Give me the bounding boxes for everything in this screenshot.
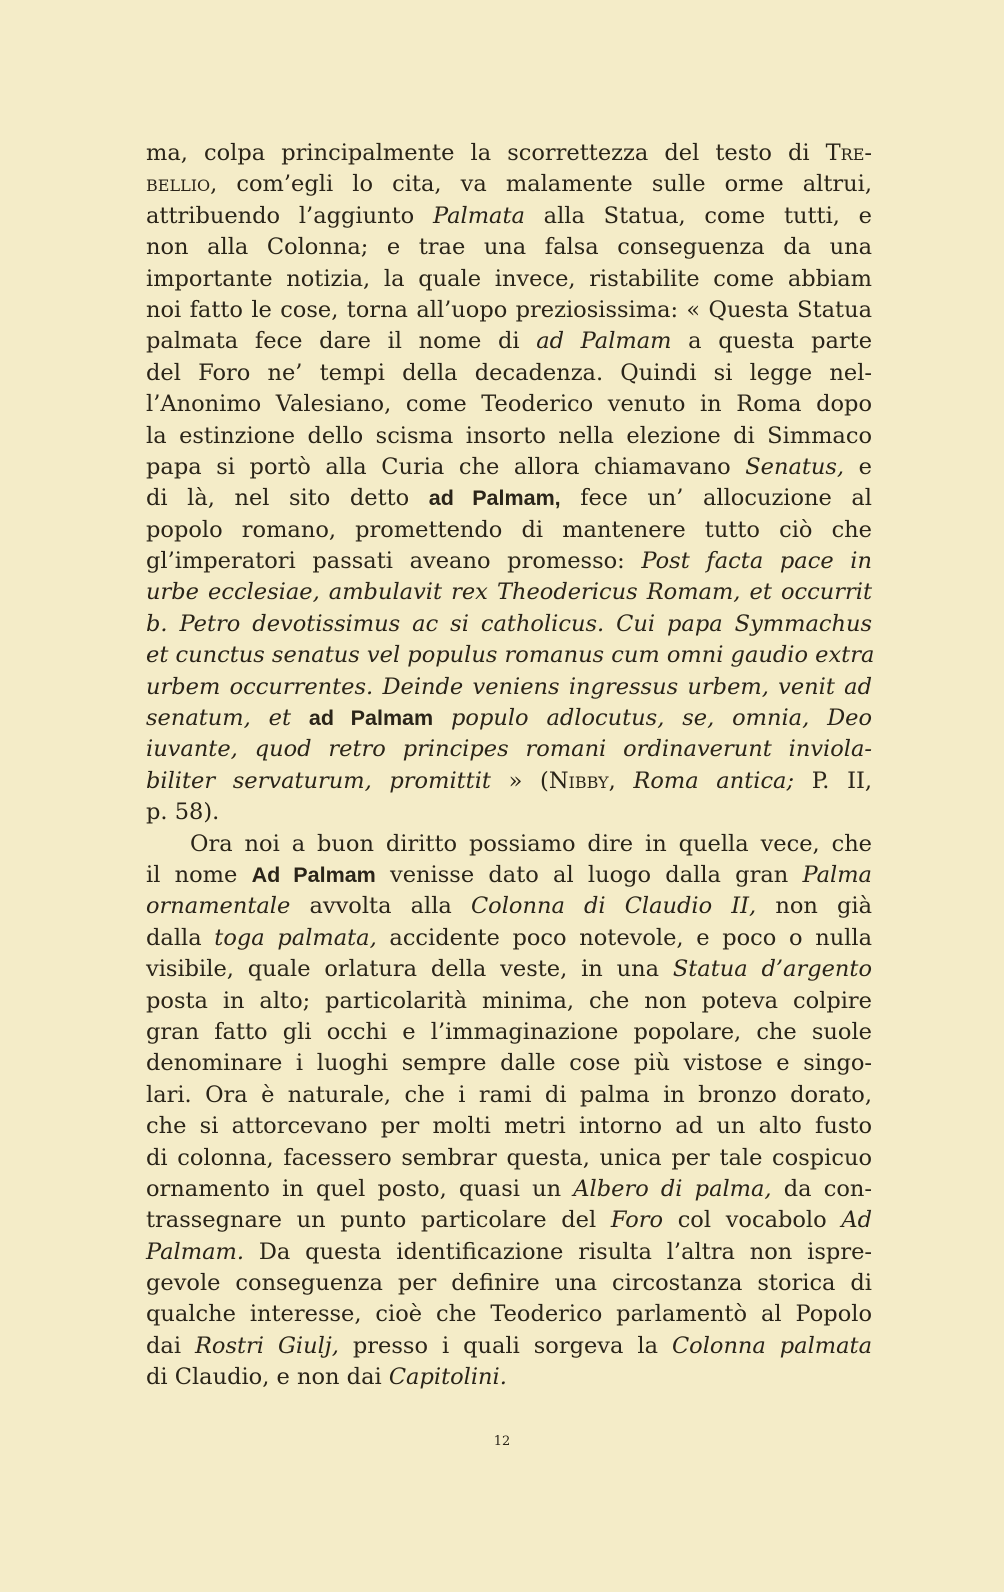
- text-line: [146, 860, 872, 891]
- text-run: biliter servaturum, promittit: [146, 767, 491, 794]
- text-line: [146, 295, 872, 326]
- paragraph: [146, 829, 872, 1394]
- text-line: [146, 452, 872, 483]
- text-run: ad Palmam,: [428, 486, 561, 511]
- text-run: urbem occurrentes. Deinde veniens ingressus urbem, venit ad: [146, 673, 872, 700]
- text-run: fece un’ allocuzione al: [560, 485, 873, 512]
- text-run: et cunctus senatus vel populus romanus cum omni gaudio extra: [146, 642, 875, 669]
- text-run: bellio,: [146, 171, 218, 198]
- text-run: papa si portò alla Curia che allora chiamavano: [146, 453, 746, 480]
- text-run: gran fatto gli occhi e l’immaginazione popolare, che suole: [146, 1018, 872, 1045]
- text-run: Roma antica;: [633, 767, 795, 794]
- text-run: senatum, et: [146, 705, 309, 732]
- text-run: non già: [756, 893, 872, 920]
- text-line: [146, 389, 872, 420]
- text-run: com’egli lo cita, va malamente sulle orme altrui,: [217, 171, 872, 198]
- text-run: ,: [608, 767, 634, 794]
- text-line: [146, 640, 875, 671]
- text-line: [146, 232, 872, 263]
- text-run: Tre-: [825, 140, 872, 166]
- text-run: noi fatto le cose, torna all’uopo preziosissima: « Questa Statua: [146, 296, 872, 323]
- text-line: [146, 546, 872, 577]
- text-run: Colonna palmata: [671, 1332, 873, 1359]
- text-run: P. II,: [794, 767, 872, 794]
- text-run: gl’imperatori passati aveano promesso:: [146, 548, 642, 575]
- text-run: che si attorcevano per molti metri intorno ad un alto fusto: [146, 1113, 872, 1140]
- text-run: alla Statua, come tutti, e: [524, 202, 872, 229]
- text-run: avvolta alla: [290, 893, 471, 920]
- text-line: [146, 1362, 872, 1393]
- text-line: [146, 169, 872, 200]
- text-line: [146, 1143, 872, 1174]
- text-line: [146, 264, 872, 295]
- text-line: [146, 1331, 872, 1362]
- text-run: ad Palmam: [536, 328, 672, 355]
- text-line: [146, 703, 872, 734]
- text-run: Palma: [802, 861, 872, 888]
- text-run: trassegnare un punto particolare del: [146, 1207, 611, 1234]
- page-number: 12: [493, 1434, 511, 1449]
- text-run: » (: [490, 767, 549, 794]
- text-run: Ad Palmam: [251, 862, 376, 887]
- text-run: non alla Colonna; e trae una falsa conseguenza da una: [146, 234, 872, 261]
- text-run: accidente poco notevole, e poco o nulla: [376, 924, 872, 951]
- text-run: Senatus,: [745, 453, 845, 480]
- text-run: di colonna, facessero sembrar questa, unica per tale cospicuo: [146, 1144, 872, 1171]
- text-line: [146, 1174, 872, 1205]
- text-run: di Claudio, e non dai: [146, 1364, 389, 1391]
- text-line: [146, 1111, 872, 1142]
- text-run: ornamento in quel posto, quasi un: [146, 1175, 574, 1202]
- text-line: [146, 1205, 872, 1236]
- text-run: la estinzione dello scisma insorto nella elezione di Simmaco: [146, 422, 872, 449]
- text-run: Post facta pace in: [641, 548, 872, 575]
- text-run: ornamentale: [146, 893, 291, 920]
- text-line: [146, 515, 872, 546]
- text-run: denominare i luoghi sempre dalle cose più vistose e singo-: [146, 1050, 872, 1077]
- text-run: Colonna di Claudio II,: [470, 893, 757, 920]
- text-line: [146, 1237, 872, 1268]
- text-run: urbe ecclesiae, ambulavit rex Theodericus Romam, et occurrit: [146, 579, 872, 606]
- text-run: da con-: [771, 1175, 872, 1202]
- text-line: [146, 138, 872, 169]
- text-run: populo adlocutus, se, omnia, Deo: [433, 705, 873, 732]
- text-line: [146, 1299, 872, 1330]
- text-line: [146, 1080, 872, 1111]
- text-line: [146, 201, 872, 232]
- text-run: Albero di palma,: [573, 1175, 772, 1202]
- text-line: [146, 609, 872, 640]
- text-line: [146, 766, 872, 797]
- text-line: [146, 734, 872, 765]
- text-run: Foro: [610, 1207, 664, 1234]
- text-line: [146, 954, 872, 985]
- text-line: [146, 421, 872, 452]
- text-run: Capitolini.: [388, 1364, 507, 1391]
- text-run: toga palmata,: [214, 924, 377, 951]
- text-run: gevole conseguenza per definire una circostanza storica di: [146, 1270, 872, 1297]
- text-run: iuvante, quod retro principes romani ordinaverunt inviola-: [146, 736, 872, 763]
- text-run: venisse dato al luogo dalla gran: [375, 861, 803, 888]
- text-line: [146, 1048, 872, 1079]
- text-run: Palmata: [432, 202, 525, 229]
- text-line: [146, 1017, 872, 1048]
- text-run: di là, nel sito detto: [146, 485, 429, 512]
- text-line: [146, 829, 872, 860]
- text-run: Ad: [841, 1207, 872, 1234]
- text-run: il nome: [146, 861, 252, 888]
- text-run: Rostri Giulj,: [194, 1332, 339, 1359]
- text-line: [146, 577, 872, 608]
- text-run: a questa parte: [671, 328, 873, 355]
- text-run: presso i quali sorgeva la: [338, 1332, 672, 1359]
- text-line: [146, 358, 872, 389]
- text-run: visibile, quale orlatura della veste, in una: [146, 956, 673, 983]
- text-run: importante notizia, la quale invece, ristabilite come abbiam: [146, 265, 872, 292]
- text-run: Nibby: [548, 767, 609, 794]
- text-run: col vocabolo: [663, 1207, 842, 1234]
- text-run: l’Anonimo Valesiano, come Teoderico venuto in Roma dopo: [146, 391, 872, 418]
- text-line: [146, 1268, 872, 1299]
- text-run: qualche interesse, cioè che Teoderico parlamentò al Popolo: [146, 1301, 872, 1328]
- text-run: posta in alto; particolarità minima, che non poteva colpire: [146, 987, 872, 1014]
- text-run: ma, colpa principalmente la scorrettezza del testo di: [146, 140, 826, 166]
- text-run: Statua d’argento: [672, 956, 872, 983]
- text-line: [146, 891, 872, 922]
- text-run: Palmam.: [146, 1238, 244, 1265]
- text-run: lari. Ora è naturale, che i rami di palma in bronzo dorato,: [146, 1081, 872, 1108]
- text-run: palmata fece dare il nome di: [146, 328, 537, 355]
- text-line: [146, 986, 872, 1017]
- paragraph: [146, 138, 875, 829]
- text-run: e: [844, 453, 872, 480]
- text-run: Ora noi a buon diritto possiamo dire in quella vece, che: [190, 830, 872, 857]
- text-line: [146, 326, 872, 357]
- body-text: [146, 138, 875, 1394]
- text-line: [146, 923, 872, 954]
- text-run: dalla: [146, 924, 215, 951]
- text-run: popolo romano, promettendo di mantenere tutto ciò che: [146, 516, 872, 543]
- text-line: [146, 797, 872, 828]
- text-run: p. 58).: [146, 799, 220, 826]
- text-run: dai: [146, 1332, 195, 1359]
- text-run: ad Palmam: [308, 706, 434, 731]
- text-run: attribuendo l’aggiunto: [146, 202, 433, 229]
- text-line: [146, 483, 872, 514]
- text-run: b. Petro devotissimus ac si catholicus. Cui papa Symmachus: [146, 610, 872, 637]
- text-run: del Foro ne’ tempi della decadenza. Quindi si legge nel-: [146, 359, 872, 386]
- text-run: Da questa identificazione risulta l’altra non ispre-: [243, 1238, 872, 1265]
- text-line: [146, 672, 872, 703]
